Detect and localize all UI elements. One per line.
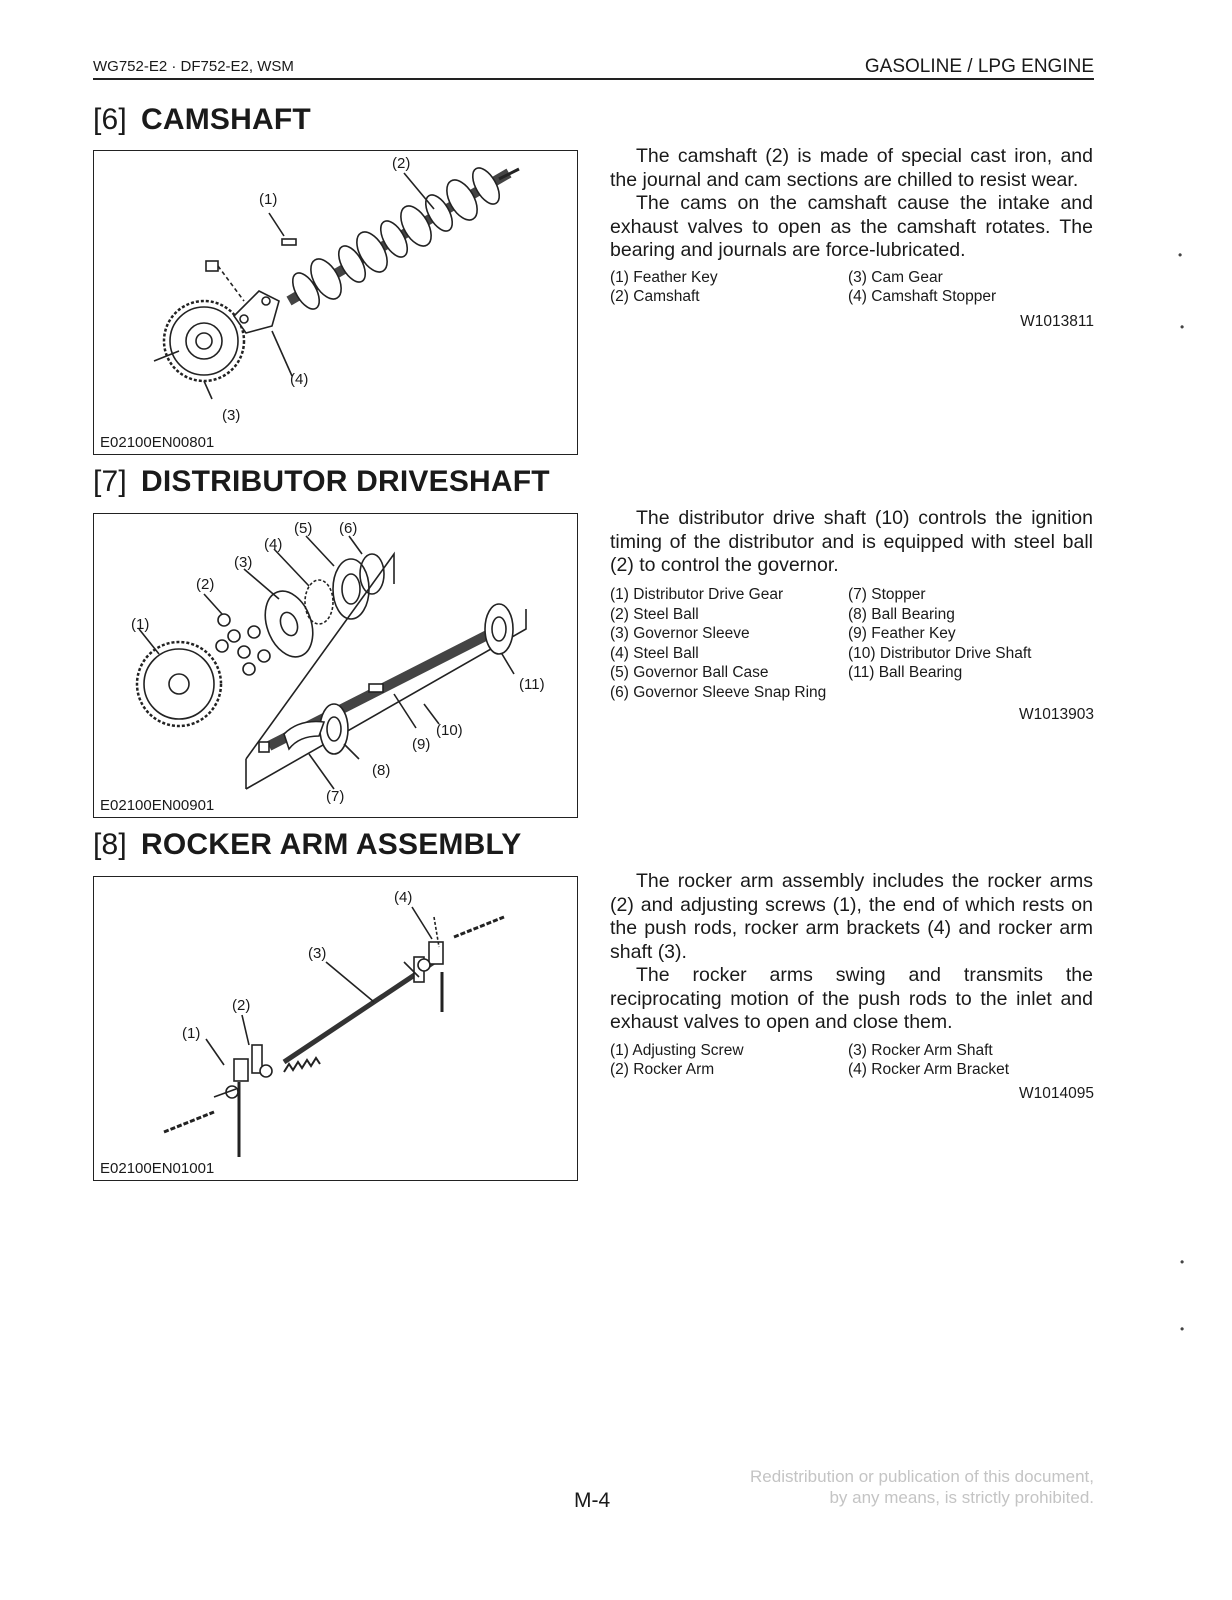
description-paragraph: The rocker arms swing and transmits the reciprocating motion of the push rods to the inlet and exhaust valves to open and close them. xyxy=(610,964,1093,1033)
part-item: (11) Ball Bearing xyxy=(848,664,963,681)
scan-speck: • xyxy=(1180,320,1185,334)
callout-3: (3) xyxy=(222,407,241,424)
scan-speck: • xyxy=(1180,1255,1185,1269)
section-number: [6] xyxy=(93,103,127,136)
part-item: (3) Rocker Arm Shaft xyxy=(848,1042,993,1059)
distributor-driveshaft-figure xyxy=(93,513,578,818)
part-item: (10) Distributor Drive Shaft xyxy=(848,644,1032,662)
section-heading: CAMSHAFT xyxy=(140,103,311,136)
part-item: (3) Cam Gear xyxy=(848,269,943,286)
callout-1: (1) xyxy=(259,191,278,208)
part-item: (6) Governor Sleeve Snap Ring xyxy=(610,683,827,701)
header-chapter-title: GASOLINE / LPG ENGINE xyxy=(864,56,1094,77)
callout-2: (2) xyxy=(232,997,251,1014)
header-rule xyxy=(93,78,1094,80)
rocker-arm-ref-code: W1014095 xyxy=(1019,1085,1094,1102)
callout-4: (4) xyxy=(264,536,283,553)
redistribution-notice xyxy=(750,1466,1094,1508)
callout-4: (4) xyxy=(290,371,309,388)
part-item: (1) Distributor Drive Gear xyxy=(610,586,784,603)
figure-code: E02100EN01001 xyxy=(100,1160,215,1177)
callout-3: (3) xyxy=(234,554,253,571)
section-number: [7] xyxy=(93,465,127,498)
section-heading: ROCKER ARM ASSEMBLY xyxy=(140,828,522,861)
part-item: (1) Adjusting Screw xyxy=(610,1042,744,1059)
part-item: (4) Camshaft Stopper xyxy=(848,288,997,305)
description-paragraph: The cams on the camshaft cause the intake and exhaust valves to open as the camshaft rotates. The bearing and journals are force-lubricated. xyxy=(610,192,1093,261)
notice-line: Redistribution or publication of this document, xyxy=(750,1467,1094,1486)
camshaft-illustration xyxy=(94,151,577,454)
callout-8: (8) xyxy=(372,762,391,779)
part-item: (5) Governor Ball Case xyxy=(610,664,769,681)
description-paragraph: The distributor drive shaft (10) controls the ignition timing of the distributor and is equipped with steel ball (2) to control the governor. xyxy=(610,507,1093,576)
callout-1: (1) xyxy=(182,1025,201,1042)
section-heading: DISTRIBUTOR DRIVESHAFT xyxy=(140,465,550,498)
part-item: (8) Ball Bearing xyxy=(848,605,955,623)
figure-code: E02100EN00801 xyxy=(100,434,215,451)
section-number: [8] xyxy=(93,828,127,861)
part-item: (2) Camshaft xyxy=(610,288,700,305)
callout-6: (6) xyxy=(339,520,358,537)
part-item: (1) Feather Key xyxy=(610,269,718,286)
header-manual-code: WG752-E2 · DF752-E2, WSM xyxy=(93,58,294,75)
callout-5: (5) xyxy=(294,520,313,537)
callout-9: (9) xyxy=(412,736,431,753)
rocker-arm-parts-list xyxy=(610,1041,1093,1081)
part-item: (2) Steel Ball xyxy=(610,605,699,623)
callout-2: (2) xyxy=(196,576,215,593)
callout-4: (4) xyxy=(394,889,413,906)
part-item: (9) Feather Key xyxy=(848,625,956,642)
section-6-title xyxy=(93,103,311,137)
part-item: (4) Steel Ball xyxy=(610,644,699,662)
section-7-title xyxy=(93,465,550,499)
notice-line: by any means, is strictly prohibited. xyxy=(829,1488,1094,1507)
section-8-title xyxy=(93,828,521,862)
distributor-parts-list xyxy=(610,585,1093,703)
description-paragraph: The rocker arm assembly includes the rocker arms (2) and adjusting screws (1), the end of which rests on the push rods, rocker arm brackets (4) and rocker arm shaft (3). xyxy=(610,870,1093,963)
scan-speck: • xyxy=(1180,1322,1185,1336)
camshaft-parts-list xyxy=(610,268,1093,308)
scan-speck: • xyxy=(1178,248,1183,262)
distributor-description xyxy=(610,507,1093,578)
callout-3: (3) xyxy=(308,945,327,962)
description-paragraph: The camshaft (2) is made of special cast iron, and the journal and cam sections are chilled to resist wear. xyxy=(610,145,1093,191)
callout-11: (11) xyxy=(519,676,545,693)
distributor-ref-code: W1013903 xyxy=(1019,706,1094,723)
part-item: (3) Governor Sleeve xyxy=(610,625,750,642)
camshaft-description xyxy=(610,145,1093,263)
camshaft-figure xyxy=(93,150,578,455)
figure-code: E02100EN00901 xyxy=(100,797,215,814)
part-item: (2) Rocker Arm xyxy=(610,1061,715,1078)
rocker-arm-illustration xyxy=(94,877,577,1180)
callout-7: (7) xyxy=(326,788,345,805)
callout-10: (10) xyxy=(436,722,463,739)
camshaft-ref-code: W1013811 xyxy=(1020,313,1094,330)
rocker-arm-figure xyxy=(93,876,578,1181)
page-number: M-4 xyxy=(574,1489,611,1512)
callout-1: (1) xyxy=(131,616,150,633)
callout-2: (2) xyxy=(392,155,411,172)
part-item: (4) Rocker Arm Bracket xyxy=(848,1061,1010,1078)
distributor-illustration xyxy=(94,514,577,817)
part-item: (7) Stopper xyxy=(848,586,926,603)
rocker-arm-description xyxy=(610,870,1093,1035)
